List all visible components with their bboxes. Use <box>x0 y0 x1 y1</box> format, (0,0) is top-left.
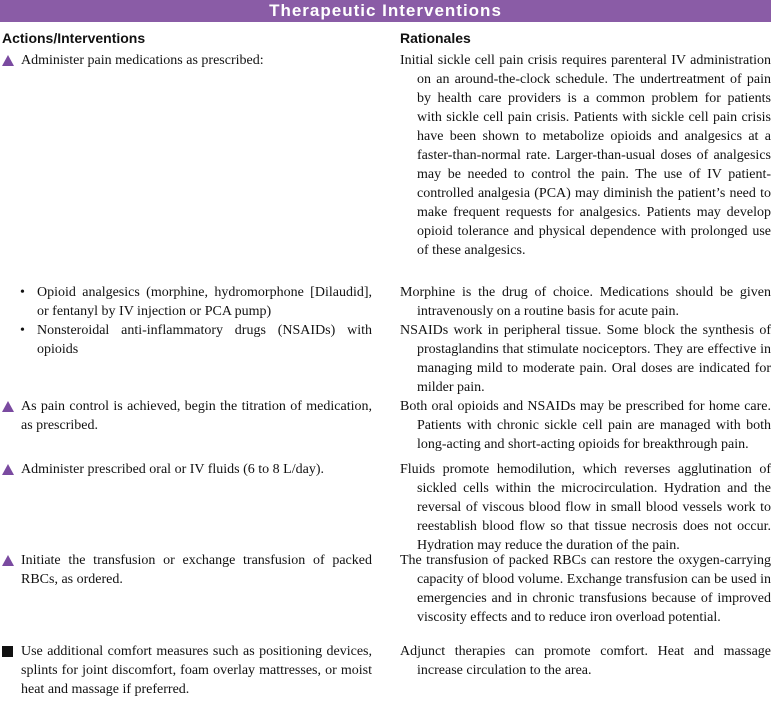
square-bullet-icon <box>2 644 14 658</box>
triangle-bullet-icon <box>2 553 14 567</box>
bullet-dot-icon: • <box>20 285 25 300</box>
intervention-row <box>0 551 771 642</box>
rationale-cell <box>400 551 771 627</box>
action-text: Use additional comfort measures such as positioning devices, splints for joint discomfort, foam overlay mattresses, or moist heat and massage if preferred. <box>21 644 372 697</box>
rationale-cell <box>400 642 771 680</box>
rationale-text: Morphine is the drug of choice. Medications should be given intravenously on a routine basis for acute pain. <box>400 285 771 319</box>
sub-bullet-item <box>20 321 372 359</box>
action-cell <box>2 642 372 699</box>
action-cell <box>2 551 372 589</box>
rationale-text: Adjunct therapies can promote comfort. Heat and massage increase circulation to the area. <box>400 644 771 678</box>
intervention-row <box>0 460 771 551</box>
rationale-cell <box>400 51 771 260</box>
actions-header: Actions/Interventions <box>2 30 146 46</box>
action-text: As pain control is achieved, begin the titration of medication, as prescribed. <box>21 399 372 433</box>
action-text: Administer prescribed oral or IV fluids (6 to 8 L/day). <box>21 462 325 477</box>
rationales-header: Rationales <box>400 30 471 46</box>
rationale-text: Initial sickle cell pain crisis requires parenteral IV administration on an around-the-clock schedule. The undertreatment of pain by health care providers is a common problem for patients with sickle cell pain crisis. Patients with sickle cell pain crisis have been shown to metabolize opioids and analgesics at a faster-than-normal rate. Larger-than-usual doses of analgesics may be needed to control the pain. The use of IV patient-controlled analgesia (PCA) may diminish the patient’s need to make frequent requests for analgesics. Patients may develop opioid tolerance and physical dependence with prolonged use of these analgesics. <box>400 53 771 258</box>
rationale-text: Both oral opioids and NSAIDs may be prescribed for home care. Patients with chronic sickle cell pain are managed with both long-acting and short-acting opioids for breakthrough pain. <box>400 399 771 452</box>
triangle-bullet-icon <box>2 53 14 67</box>
rationale-text: The transfusion of packed RBCs can restore the oxygen-carrying capacity of blood volume. Exchange transfusion can be used in emergencies and in chronic transfusions because of improved viscosity effects and to reduce iron overload potential. <box>400 553 771 625</box>
intervention-row <box>0 397 771 460</box>
triangle-bullet-icon <box>2 399 14 413</box>
action-cell <box>2 460 372 479</box>
rationale-text: Fluids promote hemodilution, which reverses agglutination of sickled cells within the microcirculation. Hydration and the reversal of viscous blood flow in small blood vessels work to reestablish blood flow so that tissue necrosis does not occur. Hydration may reduce the duration of the pain. <box>400 462 771 553</box>
intervention-row <box>0 642 771 702</box>
intervention-subrow <box>0 279 771 397</box>
sub-bullet-text: Opioid analgesics (morphine, hydromorphone [Dilaudid], or fentanyl by IV injection or PCA pump) <box>37 285 372 319</box>
intervention-row <box>0 46 771 279</box>
sub-bullet-item <box>20 283 372 321</box>
section-banner <box>0 0 771 22</box>
action-text: Initiate the transfusion or exchange transfusion of packed RBCs, as ordered. <box>21 553 372 587</box>
action-text: Administer pain medications as prescribed: <box>21 53 264 68</box>
rationale-cell <box>400 283 771 397</box>
action-cell <box>2 397 372 435</box>
sub-bullet-text: Nonsteroidal anti-inflammatory drugs (NSAIDs) with opioids <box>37 323 372 357</box>
triangle-bullet-icon <box>2 462 14 476</box>
section-title: Therapeutic Interventions <box>269 1 502 20</box>
rationale-text: NSAIDs work in peripheral tissue. Some block the synthesis of prostaglandins that stimulate nociceptors. They are effective in managing mild to moderate pain. Oral doses are indicated for milder pain. <box>400 323 771 395</box>
sub-bullet-list <box>20 283 372 359</box>
rationale-cell <box>400 460 771 555</box>
rationale-cell <box>400 397 771 454</box>
column-headers <box>0 22 771 46</box>
bullet-dot-icon: • <box>20 323 25 338</box>
action-cell <box>2 51 372 70</box>
